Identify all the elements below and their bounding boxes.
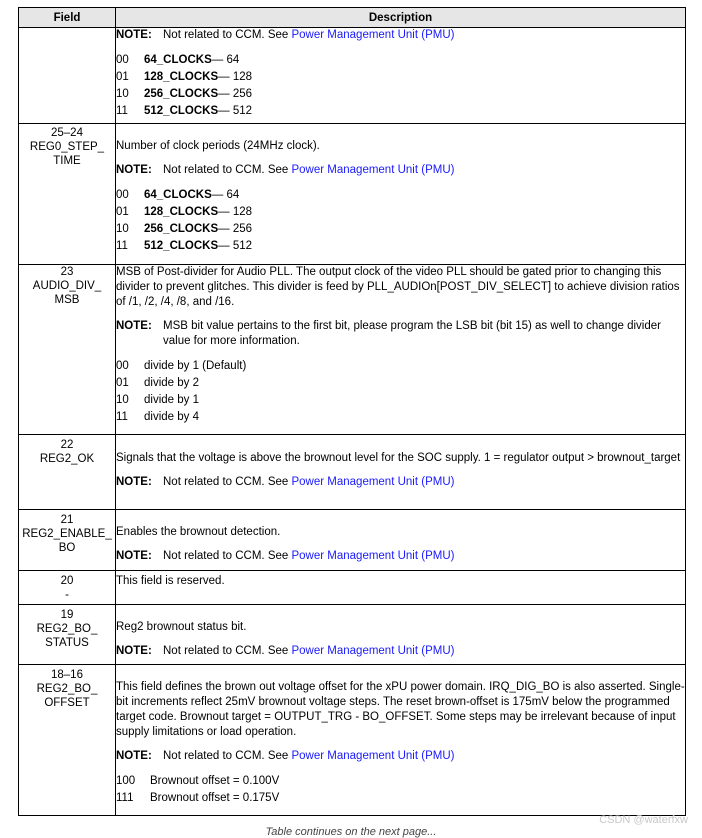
table-row [19,665,686,816]
table-continues-footer: Table continues on the next page... [265,826,437,838]
note: NOTE: Not related to CCM. See Power Management Unit (PMU) [116,645,455,657]
table-row [19,124,686,265]
value-item: 100 Brownout offset = 0.100V [116,775,280,787]
table-header-row [19,8,686,28]
description-cell: Enables the brownout detection. NOTE: Not related to CCM. See Power Management Unit (PMU) [116,510,686,571]
pmu-link[interactable]: Power Management Unit (PMU) [291,645,455,657]
register-table [18,7,686,816]
table-row [19,510,686,571]
pmu-link[interactable]: Power Management Unit (PMU) [291,164,455,176]
field-cell: 20 - [19,571,116,605]
description-header: Description [116,8,686,28]
value-item: 11 divide by 4 [116,411,199,423]
field-cell: 18–16 REG2_BO_ OFFSET [19,665,116,816]
description-cell: Signals that the voltage is above the brownout level for the SOC supply. 1 = regulator output > brownout_target NOTE: Not related to CCM. See Power Management Unit (PMU) [116,435,686,510]
field-cell: 22 REG2_OK [19,435,116,510]
pmu-link[interactable]: Power Management Unit (PMU) [291,550,455,562]
note: NOTE: Not related to CCM. See Power Management Unit (PMU) [116,750,455,762]
description-cell [116,28,686,124]
note: NOTE: MSB bit value pertains to the first bit, please program the LSB bit (bit 15) as well to change divider value for more information. [116,320,661,347]
value-item: 01 128_CLOCKS — 128 [116,71,253,83]
pmu-link[interactable]: Power Management Unit (PMU) [291,29,455,41]
note: NOTE: Not related to CCM. See Power Management Unit (PMU) [116,164,455,176]
field-cell [19,28,116,124]
value-item: 10 divide by 1 [116,394,199,406]
value-item: 01 128_CLOCKS — 128 [116,206,253,218]
watermark: CSDN @waterfxw [599,814,688,826]
note: NOTE: Not related to CCM. See Power Management Unit (PMU) [116,550,455,562]
table-row [19,265,686,435]
description-cell: Number of clock periods (24MHz clock). NOTE: Not related to CCM. See Power Management Unit (PMU) 00 64_CLOCKS — 64 01 128_CLOCKS — 128 10 256_CLOCKS — 256 11 512_CLOCKS — 512 [116,124,686,265]
table-row [19,571,686,605]
value-item: 11 512_CLOCKS — 512 [116,240,253,252]
field-cell: 23 AUDIO_DIV_ MSB [19,265,116,435]
value-item: 00 divide by 1 (Default) [116,360,247,372]
table-row [19,605,686,665]
table-row [19,28,686,124]
note: NOTE: Not related to CCM. See Power Management Unit (PMU) [116,476,455,488]
field-header: Field [19,8,116,28]
note: NOTE: Not related to CCM. See Power Management Unit (PMU) [116,29,455,41]
value-item: 10 256_CLOCKS — 256 [116,223,253,235]
value-item: 00 64_CLOCKS — 64 [116,54,240,66]
value-item: 10 256_CLOCKS — 256 [116,88,253,100]
description-cell: Reg2 brownout status bit. NOTE: Not related to CCM. See Power Management Unit (PMU) [116,605,686,665]
table-row [19,435,686,510]
description-cell: MSB of Post-divider for Audio PLL. The output clock of the video PLL should be gated prior to changing this divider to prevent glitches. This divider is feed by PLL_AUDIOn[POST_DIV_SELECT] to achieve division ratios of /1, /2, /4, /8, and /16. NOTE: MSB bit value pertains to the first bit, please program the LSB bit (bit 15) as well to change divider value for more information. 00 divide by 1 (Default) 01 divide by 2 10 divide by 1 11 divide by 4 [116,265,686,435]
field-cell: 19 REG2_BO_ STATUS [19,605,116,665]
value-item: 111 Brownout offset = 0.175V [116,792,280,804]
description-cell: This field is reserved. [116,571,686,605]
value-item: 11 512_CLOCKS — 512 [116,105,253,117]
pmu-link[interactable]: Power Management Unit (PMU) [291,476,455,488]
field-cell: 21 REG2_ENABLE_ BO [19,510,116,571]
value-item: 00 64_CLOCKS — 64 [116,189,240,201]
pmu-link[interactable]: Power Management Unit (PMU) [291,750,455,762]
field-cell: 25–24 REG0_STEP_ TIME [19,124,116,265]
description-cell: This field defines the brown out voltage offset for the xPU power domain. IRQ_DIG_BO is also asserted. Single-bit increments reflect 25mV brownout voltage steps. The reset brown-offset is 175mV below the programmed target code. Brownout target = OUTPUT_TRG - BO_OFFSET. Some steps may be irrelevant because of input supply limitations or load operation. NOTE: Not related to CCM. See Power Management Unit (PMU) 100 Brownout offset = 0.100V 111 Brownout offset = 0.175V [116,665,686,816]
value-item: 01 divide by 2 [116,377,199,389]
